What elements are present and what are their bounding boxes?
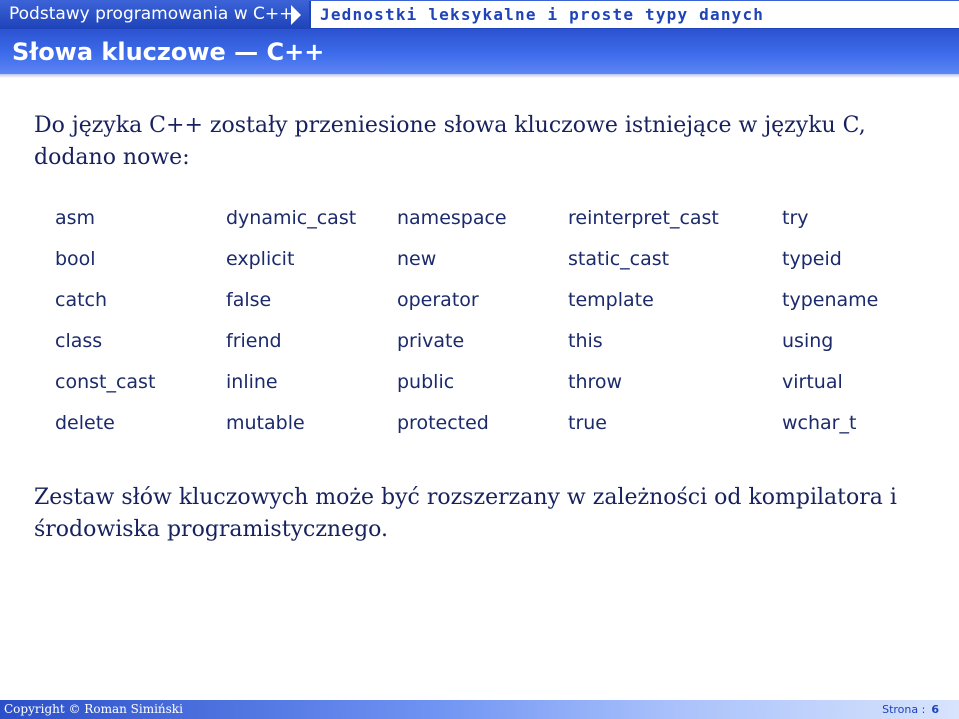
- keyword-cell: delete: [55, 412, 115, 434]
- keyword-cell: operator: [397, 289, 479, 311]
- title-divider: [0, 74, 959, 78]
- keyword-cell: mutable: [226, 412, 305, 434]
- keyword-row: [55, 284, 915, 325]
- keyword-cell: throw: [568, 371, 623, 393]
- keyword-table: [55, 202, 915, 448]
- keyword-cell: wchar_t: [782, 412, 857, 434]
- keyword-row: [55, 202, 915, 243]
- keyword-row: [55, 407, 915, 448]
- keyword-cell: protected: [397, 412, 489, 434]
- closing-paragraph: Zestaw słów kluczowych może być rozszerzany w zależności od kompilatora i środowiska programistycznego.: [34, 485, 897, 542]
- keyword-cell: typeid: [782, 248, 842, 270]
- section-header-box: [309, 1, 959, 28]
- keyword-cell: private: [397, 330, 465, 352]
- keyword-cell: using: [782, 330, 834, 352]
- keyword-cell: explicit: [226, 248, 295, 270]
- keyword-cell: try: [782, 207, 809, 229]
- keyword-cell: class: [55, 330, 103, 352]
- page-indicator: [882, 700, 939, 719]
- keyword-cell: template: [568, 289, 654, 311]
- footer-bar: [0, 700, 959, 719]
- breadcrumb-arrow-icon: [291, 5, 301, 25]
- section-title: Jednostki leksykalne i proste typy danych: [320, 5, 765, 24]
- keyword-cell: dynamic_cast: [226, 207, 357, 229]
- top-header-bar: [0, 0, 959, 29]
- keyword-cell: friend: [226, 330, 282, 352]
- keyword-row: [55, 325, 915, 366]
- keyword-cell: virtual: [782, 371, 843, 393]
- title-band: [0, 29, 959, 74]
- keyword-cell: typename: [782, 289, 879, 311]
- keyword-cell: inline: [226, 371, 278, 393]
- keyword-row: [55, 366, 915, 407]
- course-breadcrumb[interactable]: Podstawy programowania w C++: [9, 4, 294, 24]
- keyword-cell: true: [568, 412, 607, 434]
- keyword-cell: false: [226, 289, 272, 311]
- keyword-cell: static_cast: [568, 248, 670, 270]
- keyword-cell: reinterpret_cast: [568, 207, 719, 229]
- keyword-cell: bool: [55, 248, 96, 270]
- keyword-cell: catch: [55, 289, 108, 311]
- page-number: 6: [931, 703, 939, 716]
- keyword-cell: const_cast: [55, 371, 156, 393]
- keyword-cell: public: [397, 371, 455, 393]
- keyword-cell: this: [568, 330, 603, 352]
- keyword-cell: namespace: [397, 207, 507, 229]
- intro-paragraph: Do języka C++ zostały przeniesione słowa kluczowe istniejące w języku C, dodano nowe:: [34, 113, 866, 170]
- page-title: Słowa kluczowe — C++: [12, 38, 325, 66]
- copyright-text: Copyright © Roman Simiński: [4, 702, 183, 716]
- keyword-row: [55, 243, 915, 284]
- page-label: Strona :: [882, 703, 926, 716]
- keyword-cell: asm: [55, 207, 96, 229]
- keyword-cell: new: [397, 248, 437, 270]
